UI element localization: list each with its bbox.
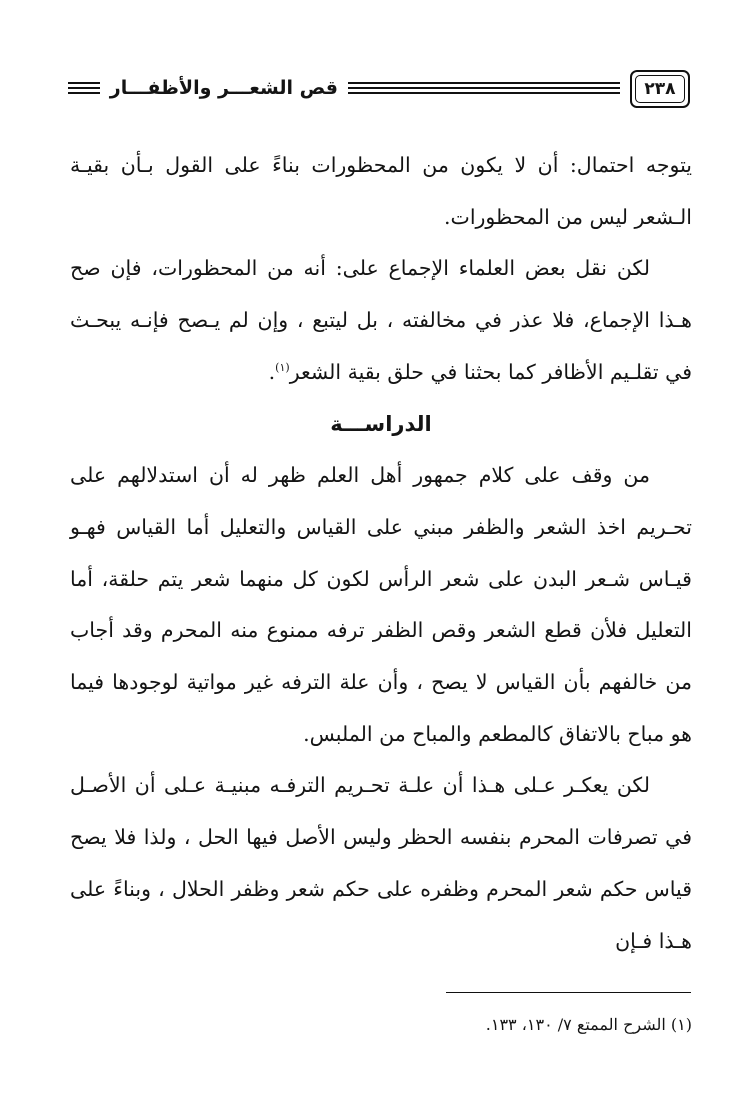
page-header (68, 70, 690, 110)
paragraph: يتوجه احتمال: أن لا يكون من المحظورات بناءً على القول بـأن بقيـة الـشعر ليس من المحظورات. (70, 153, 692, 229)
paragraph-text: لكن نقل بعض العلماء الإجماع على: أنه من المحظورات، فإن صح هـذا الإجماع، فلا عذر في مخالفته ، بل ليتبع ، وإن لم يـصح فإنـه يبحـث في تقلـيم الأظافر كما بحثنا في حلق بقية الشعر (70, 256, 692, 384)
body-text (70, 140, 692, 967)
page-number: ٢٣٨ (644, 78, 676, 99)
footnote: (١) الشرح الممتع ٧/ ١٣٠، ١٣٣. (485, 1015, 692, 1034)
paragraph-end-mark: . (268, 359, 276, 384)
header-rule-left (68, 82, 100, 94)
running-title: قص الشعـــر والأظفـــار (109, 77, 338, 99)
paragraph: من وقف على كلام جمهور أهل العلم ظهر له أن استدلالهم على تحـريم اخذ الشعر والظفر مبني على القياس والتعليل أما القياس فهـو قيـاس شـعر البدن على شعر الرأس لكون كل منهما شعر يتم حلقة، أما التعليل فلأن قطع الشعر وقص الظفر ترفه ممنوع منه المحرم وقد أجاب من خالفهم بأن القياس لا يصح ، وأن علة الترفه غير مواتية لوجودها فيما هو مباح بالاتفاق كالمطعم والمباح من الملبس. (70, 463, 692, 746)
paragraph (70, 243, 692, 398)
header-rule-middle (348, 82, 620, 94)
section-heading: الدراســـة (330, 411, 432, 436)
footnote-reference[interactable]: (١) (275, 360, 290, 374)
footnote-divider (446, 992, 691, 993)
page-number-box (630, 70, 690, 108)
paragraph: لكن يعكـر عـلى هـذا أن علـة تحـريم الترفـه مبنيـة عـلى أن الأصـل في تصرفات المحرم بنفسه الحظر وليس الأصل فيها الحل ، ولذا فلا يصح قياس حكم شعر المحرم وظفره على حكم شعر وظفر الحلال ، وبناءً على هـذا فـإن (70, 773, 692, 953)
